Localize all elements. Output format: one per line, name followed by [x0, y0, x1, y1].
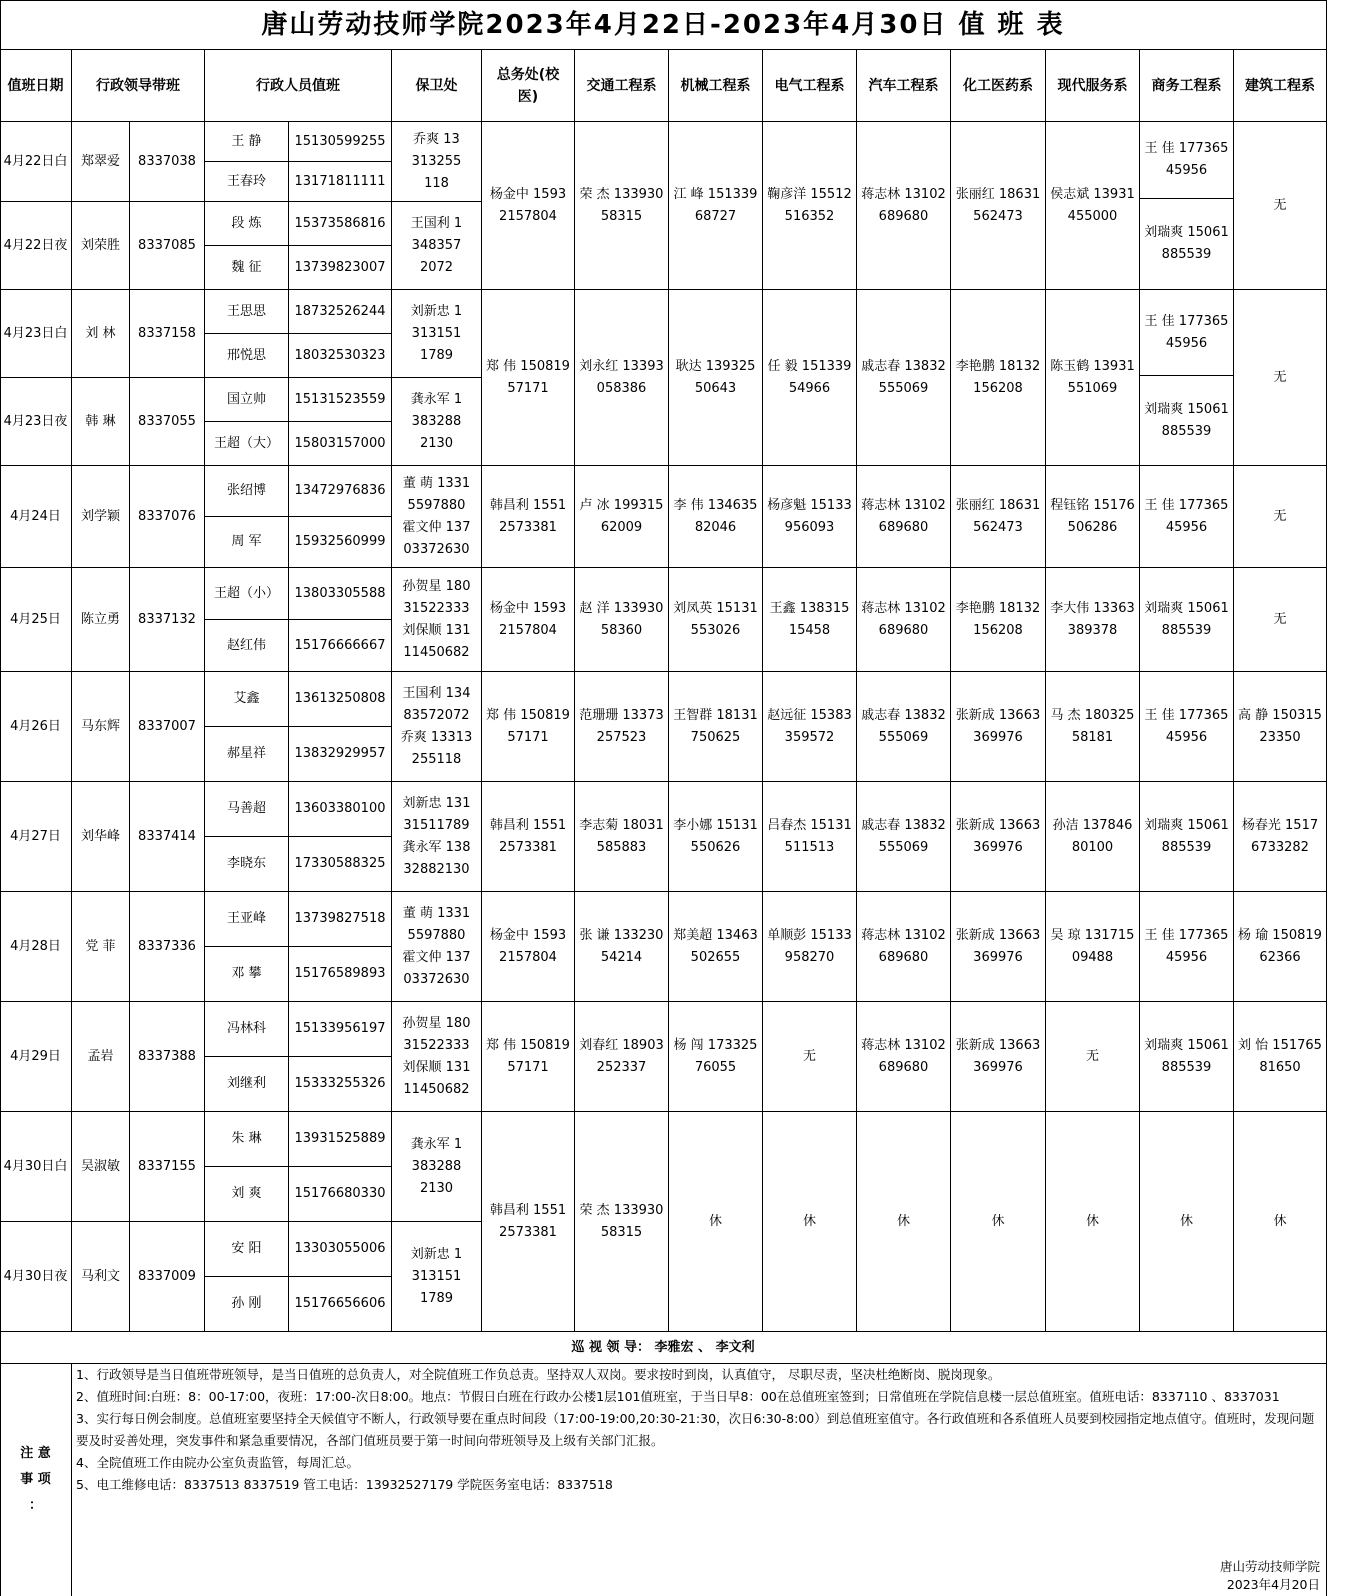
security-cell: 董 萌 13315597880 霍文仲 13703372630: [392, 892, 482, 1002]
patrol-leaders: 巡 视 领 导： 李雅宏 、 李文利: [0, 1332, 1327, 1364]
header-date: 值班日期: [0, 50, 72, 122]
dept-cell-service: 李大伟 13363389378: [1046, 568, 1140, 672]
date-cell: 4月26日: [0, 672, 72, 782]
staff-phone: 15176666667: [289, 620, 392, 672]
staff-name: 冯林科: [205, 1002, 289, 1057]
dept-cell-transport: 荣 杰 13393058315: [575, 122, 669, 290]
dept-cell-automotive: 休: [857, 1112, 951, 1332]
staff-phone: 13832929957: [289, 727, 392, 782]
dept-cell-automotive: 蒋志林 13102689680: [857, 568, 951, 672]
security-cell: 王国利 13483572072 乔爽 13313255118: [392, 672, 482, 782]
note-item: 2、值班时间:白班：8：00-17:00，夜班：17:00-次日8:00。地点：节假日白班在行政办公楼1层101值班室，于当日早8：00在总值班室签到；日常值班在学院信息楼一层总值班室。值班电话：8337110 、8337031: [76, 1389, 1280, 1404]
dept-cell-electrical: 单顺彭 15133958270: [763, 892, 857, 1002]
dept-cell-transport: 刘春红 18903252337: [575, 1002, 669, 1112]
dept-cell-automotive: 蒋志林 13102689680: [857, 1002, 951, 1112]
dept-cell-service: 陈玉鹤 13931551069: [1046, 290, 1140, 466]
dept-cell-service: 孙洁 13784680100: [1046, 782, 1140, 892]
staff-phone: 15373586816: [289, 202, 392, 246]
leader-name: 党 菲: [72, 892, 130, 1002]
leader-phone: 8337007: [130, 672, 205, 782]
dept-cell-general: 韩昌利 15512573381: [482, 782, 575, 892]
dept-cell-construction: 高 静 15031523350: [1234, 672, 1327, 782]
staff-name: 邢悦思: [205, 334, 289, 378]
dept-cell-general: 杨金中 15932157804: [482, 568, 575, 672]
leader-phone: 8337388: [130, 1002, 205, 1112]
security-cell: 龚永军 13832882130: [392, 378, 482, 466]
leader-name: 刘华峰: [72, 782, 130, 892]
dept-cell-business: 休: [1140, 1112, 1234, 1332]
leader-name: 刘荣胜: [72, 202, 130, 290]
staff-phone: 13303055006: [289, 1222, 392, 1277]
dept-cell-mechanical: 杨 闯 17332576055: [669, 1002, 763, 1112]
dept-cell-mechanical: 郑美超 13463502655: [669, 892, 763, 1002]
staff-name: 周 军: [205, 517, 289, 568]
dept-cell-transport: 荣 杰 13393058315: [575, 1112, 669, 1332]
header-modern-service: 现代服务系: [1046, 50, 1140, 122]
dept-cell-transport: 张 谦 13323054214: [575, 892, 669, 1002]
staff-name: 魏 征: [205, 246, 289, 290]
date-cell: 4月29日: [0, 1002, 72, 1112]
dept-cell-general: 杨金中 15932157804: [482, 122, 575, 290]
dept-cell-automotive: 戚志春 13832555069: [857, 782, 951, 892]
header-business: 商务工程系: [1140, 50, 1234, 122]
dept-cell-business: 刘瑞爽 15061885539: [1140, 376, 1234, 466]
leader-phone: 8337336: [130, 892, 205, 1002]
dept-cell-chemical: 休: [951, 1112, 1046, 1332]
staff-name: 刘继利: [205, 1057, 289, 1112]
date-cell: 4月23日夜: [0, 378, 72, 466]
header-automotive: 汽车工程系: [857, 50, 951, 122]
staff-name: 王超（大）: [205, 422, 289, 466]
date-cell: 4月22日夜: [0, 202, 72, 290]
leader-name: 马东辉: [72, 672, 130, 782]
dept-cell-chemical: 李艳鹏 18132156208: [951, 568, 1046, 672]
header-construction: 建筑工程系: [1234, 50, 1327, 122]
staff-phone: 13613250808: [289, 672, 392, 727]
dept-cell-chemical: 张新成 13663369976: [951, 1002, 1046, 1112]
staff-phone: 18732526244: [289, 290, 392, 334]
dept-cell-chemical: 张新成 13663369976: [951, 672, 1046, 782]
date-cell: 4月22日白: [0, 122, 72, 202]
header-electrical: 电气工程系: [763, 50, 857, 122]
staff-phone: 15131523559: [289, 378, 392, 422]
security-cell: 刘新忠 13131511789: [392, 1222, 482, 1332]
dept-cell-chemical: 李艳鹏 18132156208: [951, 290, 1046, 466]
header-leader: 行政领导带班: [72, 50, 205, 122]
dept-cell-business: 刘瑞爽 15061885539: [1140, 568, 1234, 672]
leader-phone: 8337155: [130, 1112, 205, 1222]
staff-phone: 13603380100: [289, 782, 392, 837]
dept-cell-mechanical: 王智群 18131750625: [669, 672, 763, 782]
staff-phone: 13171811111: [289, 162, 392, 202]
security-cell: 王国利 13483572072: [392, 202, 482, 290]
staff-phone: 13472976836: [289, 466, 392, 517]
dept-cell-general: 郑 伟 15081957171: [482, 290, 575, 466]
staff-phone: 18032530323: [289, 334, 392, 378]
dept-cell-electrical: 赵远征 15383359572: [763, 672, 857, 782]
staff-name: 国立帅: [205, 378, 289, 422]
security-cell: 孙贺星 18031522333 刘保顺 13111450682: [392, 1002, 482, 1112]
dept-cell-business: 王 佳 17736545956: [1140, 672, 1234, 782]
staff-name: 邓 攀: [205, 947, 289, 1002]
leader-phone: 8337158: [130, 290, 205, 378]
security-cell: 董 萌 13315597880 霍文仲 13703372630: [392, 466, 482, 568]
dept-cell-chemical: 张新成 13663369976: [951, 782, 1046, 892]
staff-name: 刘 爽: [205, 1167, 289, 1222]
dept-cell-business: 王 佳 17736545956: [1140, 892, 1234, 1002]
security-cell: 刘新忠 13131511789 龚永军 13832882130: [392, 782, 482, 892]
security-cell: 孙贺星 18031522333 刘保顺 13111450682: [392, 568, 482, 672]
leader-name: 吴淑敏: [72, 1112, 130, 1222]
header-transport: 交通工程系: [575, 50, 669, 122]
dept-cell-construction: 无: [1234, 122, 1327, 290]
staff-name: 孙 刚: [205, 1277, 289, 1332]
header-chemical: 化工医药系: [951, 50, 1046, 122]
staff-name: 张绍博: [205, 466, 289, 517]
staff-phone: 13739827518: [289, 892, 392, 947]
leader-phone: 8337085: [130, 202, 205, 290]
staff-name: 郝星祥: [205, 727, 289, 782]
staff-name: 王春玲: [205, 162, 289, 202]
dept-cell-electrical: 任 毅 15133954966: [763, 290, 857, 466]
dept-cell-service: 吴 琼 13171509488: [1046, 892, 1140, 1002]
leader-phone: 8337055: [130, 378, 205, 466]
notes-area: [72, 1364, 1327, 1596]
staff-phone: 15176656606: [289, 1277, 392, 1332]
leader-name: 孟岩: [72, 1002, 130, 1112]
date-cell: 4月27日: [0, 782, 72, 892]
staff-name: 李晓东: [205, 837, 289, 892]
staff-name: 朱 琳: [205, 1112, 289, 1167]
dept-cell-service: 侯志斌 13931455000: [1046, 122, 1140, 290]
header-staff: 行政人员值班: [205, 50, 392, 122]
dept-cell-automotive: 戚志春 13832555069: [857, 672, 951, 782]
dept-cell-general: 郑 伟 15081957171: [482, 672, 575, 782]
staff-name: 王超（小）: [205, 568, 289, 620]
leader-phone: 8337132: [130, 568, 205, 672]
security-cell: 乔爽 13313255118: [392, 122, 482, 202]
staff-phone: 13739823007: [289, 246, 392, 290]
staff-name: 王亚峰: [205, 892, 289, 947]
dept-cell-electrical: 鞠彦洋 15512516352: [763, 122, 857, 290]
signature: [1220, 1558, 1320, 1594]
dept-cell-business: 王 佳 17736545956: [1140, 122, 1234, 199]
dept-cell-automotive: 戚志春 13832555069: [857, 290, 951, 466]
leader-name: 马利文: [72, 1222, 130, 1332]
dept-cell-mechanical: 李小娜 15131550626: [669, 782, 763, 892]
leader-phone: 8337076: [130, 466, 205, 568]
dept-cell-electrical: 吕春杰 15131511513: [763, 782, 857, 892]
header-mechanical: 机械工程系: [669, 50, 763, 122]
dept-cell-electrical: 王鑫 13831515458: [763, 568, 857, 672]
leader-phone: 8337009: [130, 1222, 205, 1332]
staff-name: 王 静: [205, 122, 289, 162]
dept-cell-electrical: 休: [763, 1112, 857, 1332]
dept-cell-business: 刘瑞爽 15061885539: [1140, 1002, 1234, 1112]
note-item: 5、电工维修电话：8337513 8337519 管工电话：13932527179 学院医务室电话：8337518: [76, 1477, 613, 1492]
header-general-affairs: 总务处(校医): [482, 50, 575, 122]
dept-cell-business: 刘瑞爽 15061885539: [1140, 199, 1234, 290]
dept-cell-business: 王 佳 17736545956: [1140, 290, 1234, 376]
leader-name: 刘 林: [72, 290, 130, 378]
staff-phone: 15130599255: [289, 122, 392, 162]
dept-cell-service: 马 杰 18032558181: [1046, 672, 1140, 782]
dept-cell-transport: 赵 洋 13393058360: [575, 568, 669, 672]
dept-cell-construction: 休: [1234, 1112, 1327, 1332]
dept-cell-service: 休: [1046, 1112, 1140, 1332]
dept-cell-construction: 无: [1234, 568, 1327, 672]
dept-cell-automotive: 蒋志林 13102689680: [857, 892, 951, 1002]
dept-cell-general: 韩昌利 15512573381: [482, 1112, 575, 1332]
leader-name: 陈立勇: [72, 568, 130, 672]
header-security: 保卫处: [392, 50, 482, 122]
date-cell: 4月24日: [0, 466, 72, 568]
dept-cell-service: 无: [1046, 1002, 1140, 1112]
page-title: 唐山劳动技师学院2023年4月22日-2023年4月30日 值 班 表: [0, 0, 1327, 50]
dept-cell-business: 王 佳 17736545956: [1140, 466, 1234, 568]
date-cell: 4月30日夜: [0, 1222, 72, 1332]
staff-name: 安 阳: [205, 1222, 289, 1277]
leader-phone: 8337414: [130, 782, 205, 892]
security-cell: 龚永军 13832882130: [392, 1112, 482, 1222]
staff-phone: 15133956197: [289, 1002, 392, 1057]
dept-cell-transport: 卢 冰 19931562009: [575, 466, 669, 568]
note-item: 3、实行每日例会制度。总值班室要坚持全天候值守不断人，行政领导要在重点时间段（17:00-19:00,20:30-21:30，次日6:30-8:00）到总值班室值守。各行政值班和各系值班人员要到校园指定地点值守。值班时，发现问题要及时妥善处理，突发事件和紧急重要情况，各部门值班员要于第一时间向带班领导及上级有关部门汇报。: [76, 1411, 1315, 1448]
dept-cell-automotive: 蒋志林 13102689680: [857, 122, 951, 290]
leader-name: 郑翠爱: [72, 122, 130, 202]
dept-cell-general: 韩昌利 15512573381: [482, 466, 575, 568]
dept-cell-construction: 无: [1234, 290, 1327, 466]
note-item: 4、全院值班工作由院办公室负责监管，每周汇总。: [76, 1455, 359, 1470]
dept-cell-chemical: 张新成 13663369976: [951, 892, 1046, 1002]
date-cell: 4月23日白: [0, 290, 72, 378]
dept-cell-service: 程钰铭 15176506286: [1046, 466, 1140, 568]
note-item: 1、行政领导是当日值班带班领导，是当日值班的总负责人，对全院值班工作负总责。坚持双人双岗。要求按时到岗，认真值守， 尽职尽责，坚决杜绝断岗、脱岗现象。: [76, 1367, 1001, 1382]
staff-phone: 13931525889: [289, 1112, 392, 1167]
staff-name: 王思思: [205, 290, 289, 334]
staff-phone: 15176589893: [289, 947, 392, 1002]
leader-name: 刘学颖: [72, 466, 130, 568]
staff-phone: 15176680330: [289, 1167, 392, 1222]
signature-org: 唐山劳动技师学院: [1219, 1559, 1320, 1574]
date-cell: 4月25日: [0, 568, 72, 672]
dept-cell-general: 杨金中 15932157804: [482, 892, 575, 1002]
dept-cell-mechanical: 刘凤英 15131553026: [669, 568, 763, 672]
dept-cell-construction: 杨春光 15176733282: [1234, 782, 1327, 892]
leader-phone: 8337038: [130, 122, 205, 202]
staff-name: 艾鑫: [205, 672, 289, 727]
dept-cell-chemical: 张丽红 18631562473: [951, 466, 1046, 568]
date-cell: 4月30日白: [0, 1112, 72, 1222]
dept-cell-transport: 刘永红 13393058386: [575, 290, 669, 466]
signature-date: 2023年4月20日: [1226, 1577, 1320, 1592]
dept-cell-chemical: 张丽红 18631562473: [951, 122, 1046, 290]
staff-name: 马善超: [205, 782, 289, 837]
staff-name: 段 炼: [205, 202, 289, 246]
dept-cell-mechanical: 耿达 13932550643: [669, 290, 763, 466]
staff-phone: 15932560999: [289, 517, 392, 568]
staff-phone: 15803157000: [289, 422, 392, 466]
dept-cell-transport: 范珊珊 13373257523: [575, 672, 669, 782]
dept-cell-construction: 无: [1234, 466, 1327, 568]
dept-cell-business: 刘瑞爽 15061885539: [1140, 782, 1234, 892]
dept-cell-construction: 杨 瑜 15081962366: [1234, 892, 1327, 1002]
dept-cell-transport: 李志菊 18031585883: [575, 782, 669, 892]
staff-phone: 17330588325: [289, 837, 392, 892]
dept-cell-automotive: 蒋志林 13102689680: [857, 466, 951, 568]
dept-cell-mechanical: 李 伟 13463582046: [669, 466, 763, 568]
security-cell: 刘新忠 13131511789: [392, 290, 482, 378]
leader-name: 韩 琳: [72, 378, 130, 466]
date-cell: 4月28日: [0, 892, 72, 1002]
dept-cell-electrical: 无: [763, 1002, 857, 1112]
dept-cell-construction: 刘 怡 15176581650: [1234, 1002, 1327, 1112]
dept-cell-mechanical: 休: [669, 1112, 763, 1332]
dept-cell-electrical: 杨彦魁 15133956093: [763, 466, 857, 568]
staff-phone: 15333255326: [289, 1057, 392, 1112]
staff-phone: 13803305588: [289, 568, 392, 620]
dept-cell-mechanical: 江 峰 15133968727: [669, 122, 763, 290]
dept-cell-general: 郑 伟 15081957171: [482, 1002, 575, 1112]
staff-name: 赵红伟: [205, 620, 289, 672]
notes-label: 注 意 事 项 ：: [0, 1364, 72, 1596]
